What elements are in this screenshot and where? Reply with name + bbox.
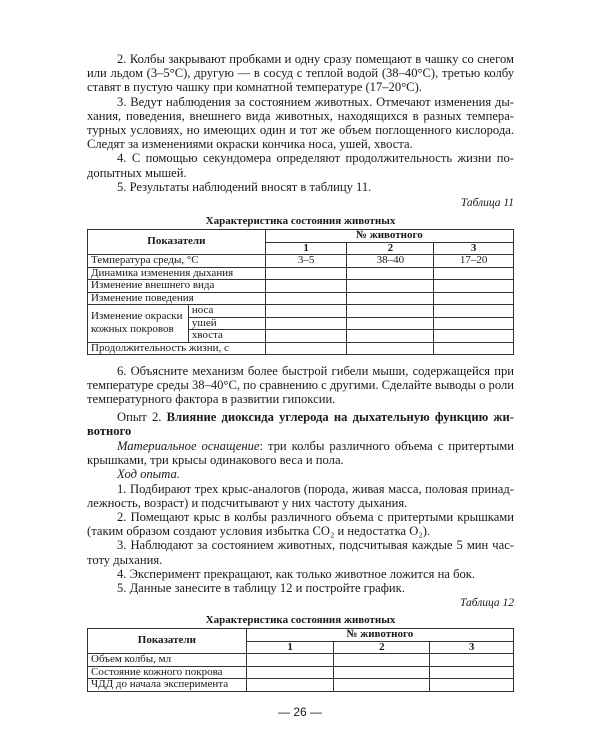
text-line: ставят в пустую чашку при комнатной температуре (17–20°С).: [87, 80, 422, 95]
cell: [434, 305, 514, 318]
table-11-caption: Характеристика состояния животных: [205, 215, 396, 227]
cell: [265, 342, 347, 355]
row-label: Изменение окраски кожных покровов: [88, 305, 189, 343]
header-indicators: Показатели: [88, 629, 247, 654]
table-row: [88, 654, 514, 667]
text-line: 5. Данные занесите в таблицу 12 и постройте график.: [117, 581, 405, 596]
cell: 38–40: [347, 255, 434, 268]
text-line: крышками, три крысы одинакового веса и пола.: [87, 453, 344, 468]
row-label: Продолжительность жизни, с: [88, 342, 266, 355]
cell: [434, 342, 514, 355]
cell: [347, 342, 434, 355]
cell: [434, 292, 514, 305]
header-animal: 2: [334, 641, 430, 654]
cell: [430, 679, 514, 692]
text-line: вотного: [87, 423, 132, 438]
cell: [347, 267, 434, 280]
cell: [334, 666, 430, 679]
text-line: (таким образом создают условия избытка CO₂ и недостатка O₂).: [87, 524, 431, 539]
experiment-title-text: Влияние диоксида углерода на дыхательную функцию жи-: [166, 409, 514, 424]
table-row: [88, 305, 514, 318]
table-12-caption: Характеристика состояния животных: [205, 614, 396, 626]
cell: [347, 292, 434, 305]
text-line: 6. Объясните механизм более быстрой гибели мыши, содержащейся при: [117, 364, 514, 378]
cell: [265, 305, 347, 318]
experiment-label: Опыт 2.: [117, 409, 162, 424]
cell: [265, 292, 347, 305]
table-12: [87, 628, 514, 692]
table-row: [88, 666, 514, 679]
cell: [430, 666, 514, 679]
equipment-label: Материальное оснащение: [117, 439, 260, 454]
paragraph-step-2: [87, 52, 514, 194]
course-heading: Ход опыта.: [117, 467, 180, 482]
row-label: Изменение внешнего вида: [88, 280, 266, 293]
table-row: [88, 342, 514, 355]
text-line: 2. Помещают крыс в колбы различного объема с притертыми крышками: [117, 510, 514, 525]
cell: [246, 679, 334, 692]
row-label: Состояние кожного покрова: [88, 666, 247, 679]
table-12-number: Таблица 12: [459, 597, 514, 609]
cell: 17–20: [434, 255, 514, 268]
header-animal: 2: [347, 242, 434, 255]
header-animal-no: № животного: [265, 230, 513, 243]
text-line: 2. Колбы закрывают пробками и одну сразу помещают в чашку со снегом: [117, 52, 514, 66]
cell: [434, 330, 514, 343]
table-row: [88, 255, 514, 268]
row-label: Объем колбы, мл: [88, 654, 247, 667]
header-animal-no: № животного: [246, 629, 513, 642]
page-number: — 26 —: [277, 705, 322, 719]
text-line: Следят за изменениями окраски кончика носа, ушей, хвоста.: [87, 137, 413, 152]
table-row: [88, 292, 514, 305]
text-line: 1. Подбирают трех крыс-аналогов (порода, живая масса, половая принад-: [117, 481, 514, 496]
cell: [334, 679, 430, 692]
text-line: хания, поведения, внешнего вида животных, находящихся в разных темпера-: [87, 108, 514, 123]
text-line: 4. С помощью секундомера определяют продолжительность жизни по-: [117, 151, 514, 166]
cell: [434, 267, 514, 280]
cell: [430, 654, 514, 667]
cell: 3–5: [265, 255, 347, 268]
header-animal: 3: [430, 641, 514, 654]
cell: [434, 317, 514, 330]
row-sublabel: ушей: [188, 317, 265, 330]
row-label: Динамика изменения дыхания: [88, 267, 266, 280]
text-line: тоту дыхания.: [87, 552, 163, 567]
row-sublabel: носа: [188, 305, 265, 318]
table-row: [88, 679, 514, 692]
text-line: или льдом (3–5°С), другую — в сосуд с теплой водой (38–40°С), третью колбу: [87, 66, 514, 81]
cell: [347, 330, 434, 343]
text-line: температурного фактора в развитии гипоксии.: [87, 392, 336, 407]
cell: [347, 305, 434, 318]
text-line: температуре среды 38–40°С, по сравнению с другими. Сделайте выводы о роли: [87, 378, 514, 393]
cell: [265, 280, 347, 293]
row-label: ЧДД до начала эксперимента: [88, 679, 247, 692]
text-line: 4. Эксперимент прекращают, как только животное ложится на бок.: [117, 566, 476, 581]
equipment-line: [87, 439, 514, 453]
text-line: : три колбы различного объема с притертыми: [259, 439, 514, 454]
cell: [265, 267, 347, 280]
text-line: турных условиях, но имеющих один и тот же объем поглощенного кислорода.: [87, 123, 514, 138]
table-11: [87, 229, 514, 355]
experiment-title: [87, 410, 514, 424]
header-indicators: Показатели: [88, 230, 266, 255]
text-line: 3. Наблюдают за состоянием животных, подсчитывая каждые 5 мин час-: [117, 538, 514, 553]
cell: [265, 317, 347, 330]
row-label: Изменение поведения: [88, 292, 266, 305]
cell: [334, 654, 430, 667]
text-line: лежность, возраст) и подсчитывают у них частоту дыхания.: [87, 495, 408, 510]
header-animal: 1: [246, 641, 334, 654]
table-row: [88, 267, 514, 280]
cell: [246, 654, 334, 667]
body-text-2: [87, 364, 514, 595]
cell: [347, 280, 434, 293]
row-label: Температура среды, °С: [88, 255, 266, 268]
header-animal: 3: [434, 242, 514, 255]
text-line: допытных мышей.: [87, 165, 187, 180]
row-sublabel: хвоста: [188, 330, 265, 343]
text-line: 5. Результаты наблюдений вносят в таблицу 11.: [117, 179, 372, 194]
cell: [265, 330, 347, 343]
table-row: [88, 280, 514, 293]
cell: [434, 280, 514, 293]
cell: [246, 666, 334, 679]
text-line: 3. Ведут наблюдения за состоянием животных. Отмечают изменения ды-: [117, 94, 514, 109]
header-animal: 1: [265, 242, 347, 255]
table-11-number: Таблица 11: [460, 197, 514, 209]
cell: [347, 317, 434, 330]
